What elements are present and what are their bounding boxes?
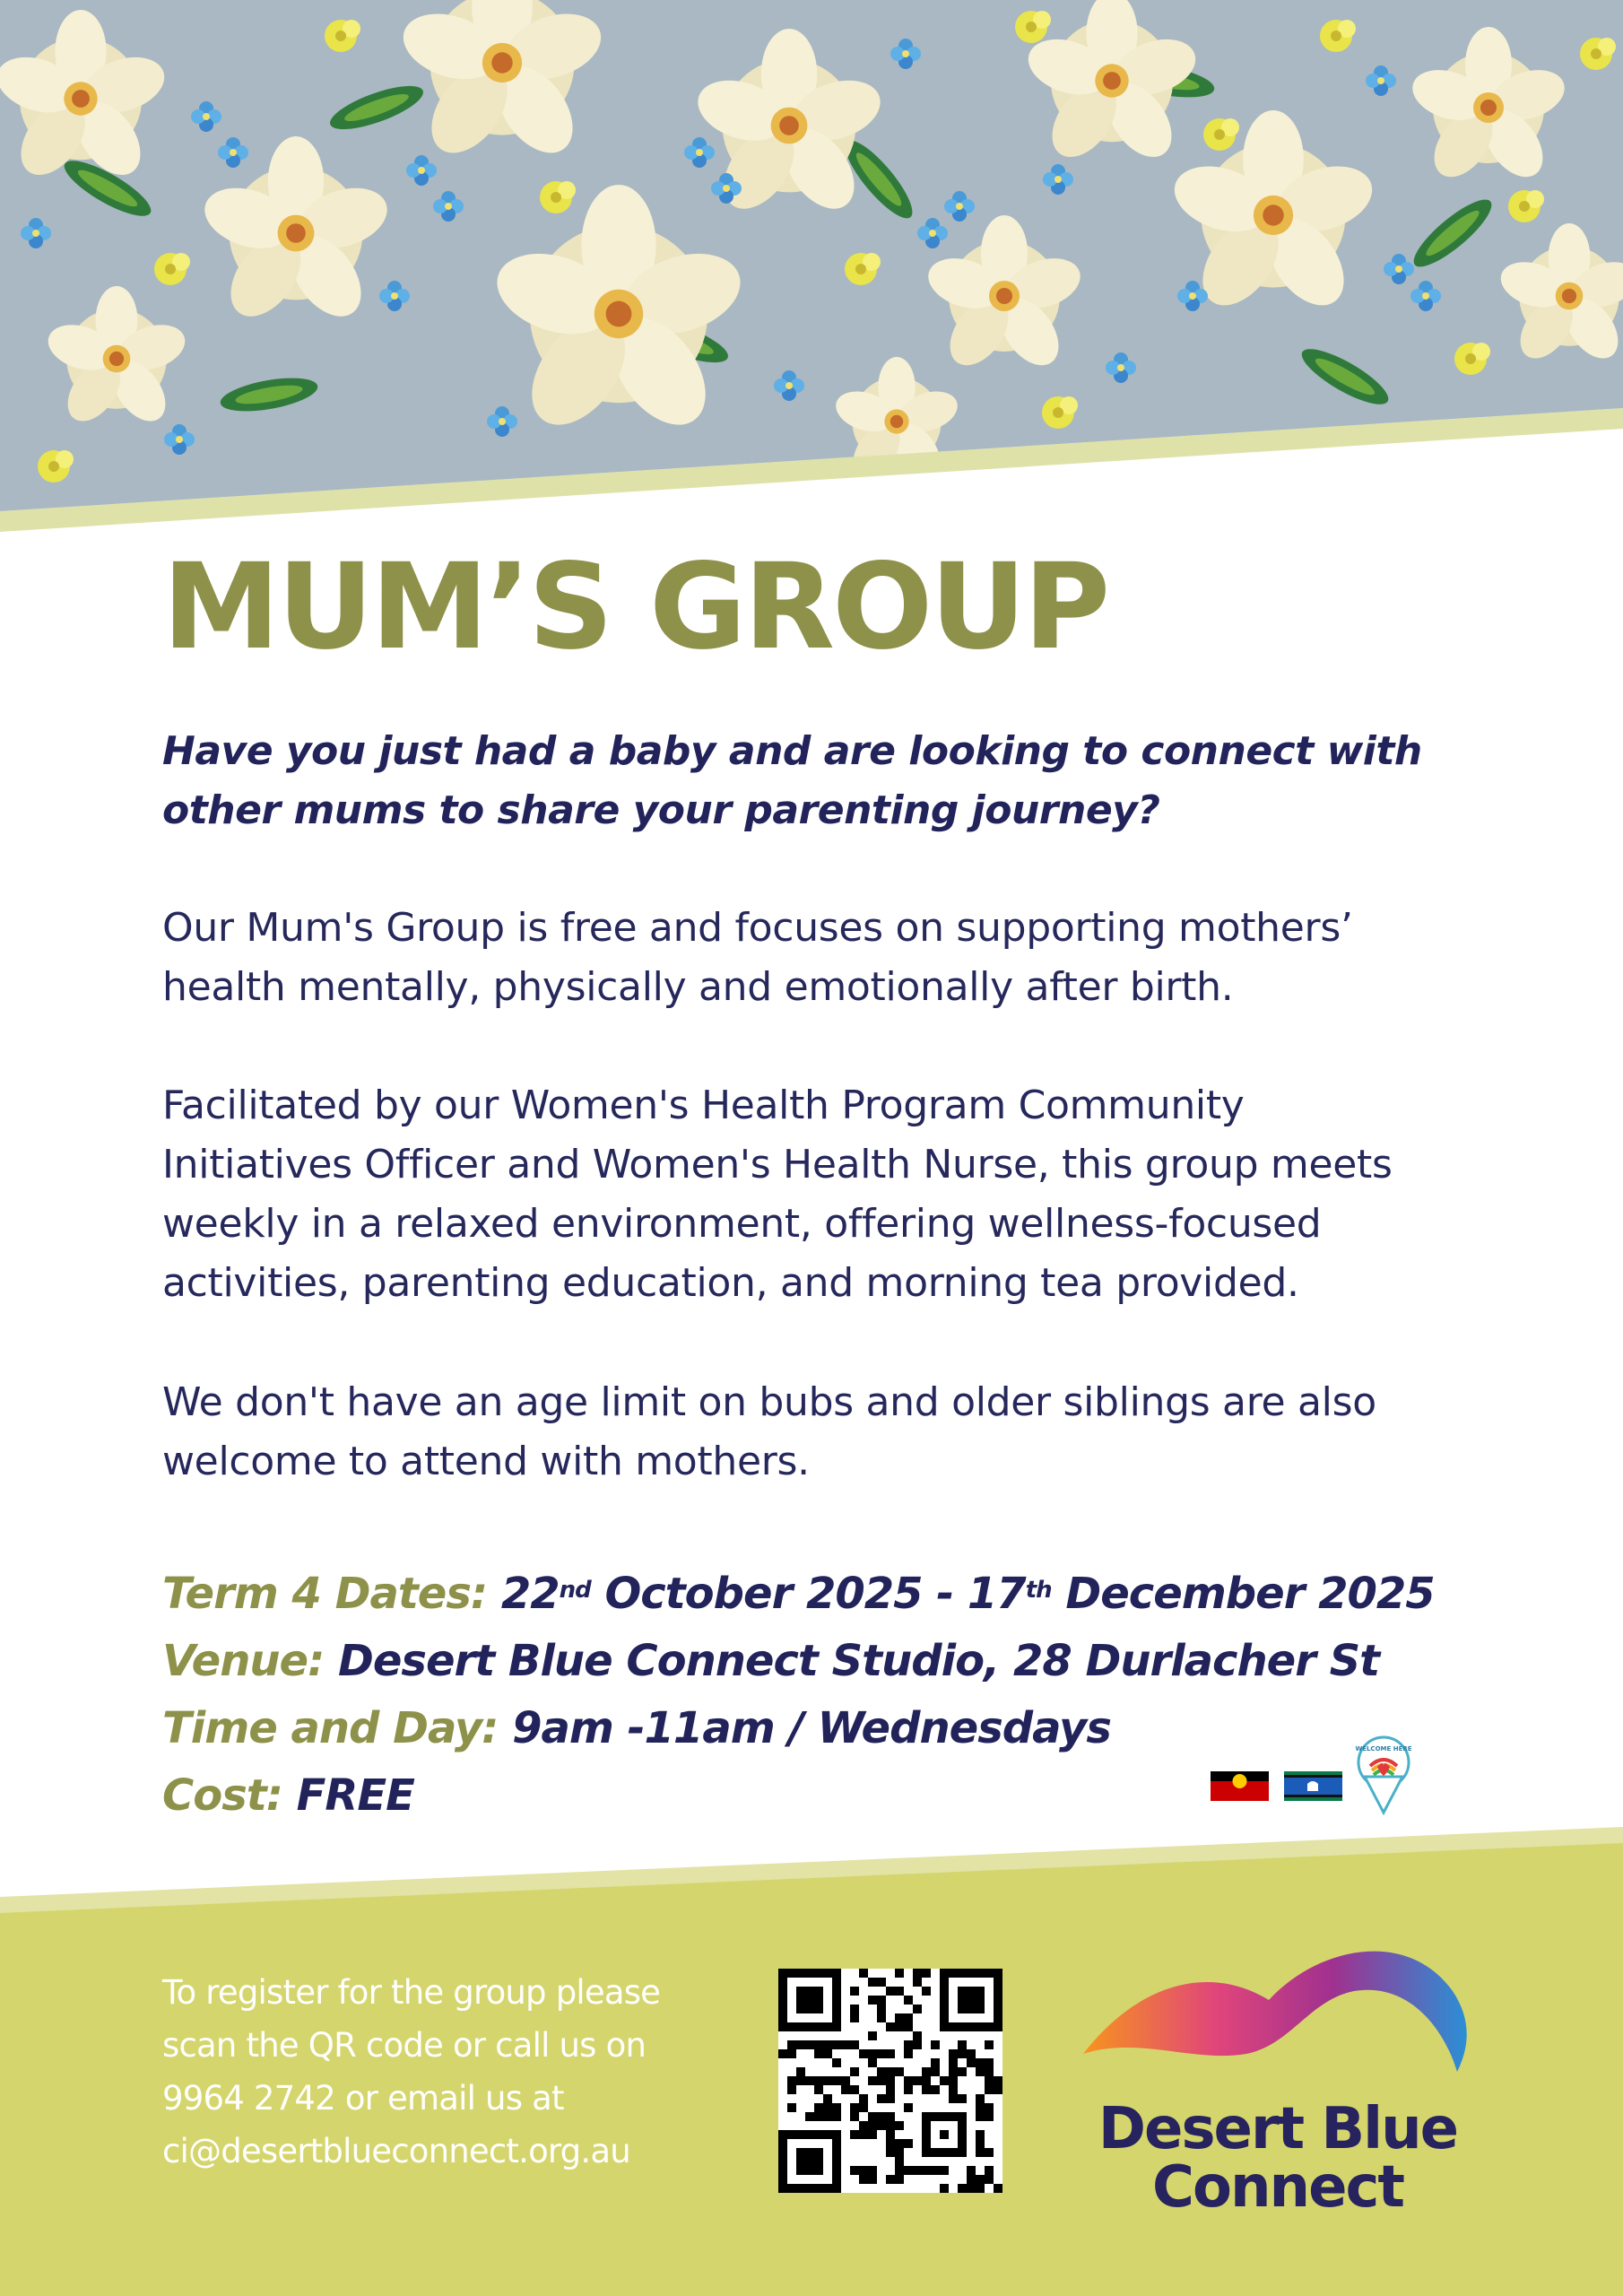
floral-header-image (0, 0, 1623, 538)
cost-value: FREE (296, 1770, 414, 1821)
paragraph-about: Our Mum's Group is free and focuses on supporting mothers’ health mentally, physically and emotionally after birth. (162, 905, 1353, 1010)
welcome-here-pin-icon (1355, 1737, 1411, 1813)
detail-time (162, 1695, 1111, 1762)
detail-dates (162, 1561, 1435, 1628)
welcome-here-text: WELCOME HERE (1355, 1745, 1412, 1752)
aboriginal-flag-icon (1211, 1771, 1269, 1801)
dates-label: Term 4 Dates: (162, 1569, 488, 1619)
time-value: 9am -11am / Wednesdays (512, 1703, 1111, 1753)
logo-text-line2: Connect (1152, 2154, 1403, 2221)
venue-label: Venue: (162, 1636, 325, 1686)
paragraph-age-limit: We don't have an age limit on bubs and older siblings are also welcome to attend with mothers. (162, 1379, 1376, 1484)
register-instructions: To register for the group please scan the QR code or call us on 9964 2742 or email us at ci@desertblueconnect.org.au (162, 1973, 661, 2170)
detail-venue (162, 1628, 1379, 1695)
paragraph-facilitation: Facilitated by our Women's Health Program Community Initiatives Officer and Women's Health Nurse, this group meets weekly in a relaxed environment, offering wellness-focused activities, parenting education, and morning tea provided. (162, 1083, 1393, 1306)
inclusion-badges (1211, 1735, 1412, 1821)
page-title: MUM’S GROUP (162, 538, 1108, 676)
cost-label: Cost: (162, 1770, 282, 1821)
registration-qr-code[interactable] (778, 1969, 1002, 2193)
time-label: Time and Day: (162, 1703, 499, 1753)
intro-question: Have you just had a baby and are looking to connect with other mums to share your parenting journey? (162, 728, 1422, 833)
dates-value: 22nd October 2025 - 17th December 2025 (500, 1569, 1435, 1619)
logo-text-line1: Desert Blue (1098, 2096, 1458, 2162)
torres-strait-islander-flag-icon (1284, 1771, 1342, 1801)
logo-ribbon-mark (1083, 1952, 1467, 2072)
desert-blue-connect-logo (1076, 1928, 1480, 2224)
venue-value: Desert Blue Connect Studio, 28 Durlacher St (338, 1636, 1380, 1686)
